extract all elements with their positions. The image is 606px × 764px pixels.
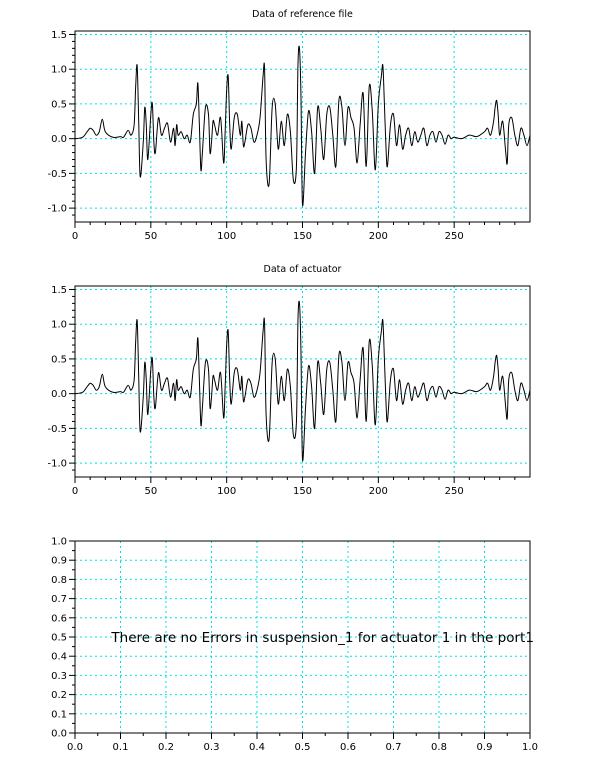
error-status-message: There are no Errors in suspension_1 for actuator 1 in the port1: [111, 630, 534, 646]
status-y-tick-label-7: 0.7: [51, 594, 67, 606]
status-x-tick-label-4: 0.4: [249, 742, 265, 753]
status-y-tick-label-8: 0.8: [51, 574, 67, 586]
actuator-y-tick-label-4: 1.0: [51, 319, 67, 331]
reference-x-tick-label-5: 250: [444, 231, 464, 242]
actuator-x-tick-label-5: 250: [444, 486, 464, 497]
reference-y-tick-label-4: 1.0: [51, 64, 67, 76]
actuator-y-tick-label-3: 0.5: [51, 354, 67, 366]
status-y-tick-label-10: 1.0: [51, 536, 67, 548]
status-x-tick-label-10: 1.0: [522, 742, 538, 753]
status-y-tick-label-0: 0.0: [51, 728, 67, 740]
actuator-y-tick-label-1: -0.5: [47, 423, 67, 435]
actuator-x-tick-label-4: 200: [368, 486, 388, 497]
reference-x-tick-label-3: 150: [292, 231, 313, 242]
reference-title: Data of reference file: [252, 9, 353, 20]
reference-y-tick-label-1: -0.5: [47, 168, 67, 180]
reference-y-tick-label-0: -1.0: [47, 203, 67, 215]
status-x-tick-label-9: 0.9: [476, 742, 493, 753]
actuator-y-tick-label-5: 1.5: [51, 284, 67, 296]
actuator-y-tick-label-0: -1.0: [47, 458, 67, 470]
status-y-tick-label-3: 0.3: [51, 670, 67, 682]
status-y-tick-label-1: 0.1: [51, 709, 67, 721]
plot-reference-file: [47, 9, 530, 242]
reference-x-tick-label-0: 0: [71, 231, 79, 242]
reference-y-tick-label-3: 0.5: [51, 99, 67, 111]
reference-y-tick-label-5: 1.5: [51, 29, 67, 41]
status-x-tick-label-6: 0.6: [340, 742, 356, 753]
reference-y-tick-label-2: 0.0: [51, 134, 67, 146]
status-x-tick-label-0: 0.0: [67, 742, 83, 753]
status-y-tick-label-6: 0.6: [51, 613, 67, 625]
reference-x-tick-label-2: 100: [217, 231, 237, 242]
reference-x-tick-label-1: 50: [144, 231, 158, 242]
status-x-tick-label-8: 0.8: [431, 742, 447, 753]
actuator-title: Data of actuator: [263, 264, 342, 275]
status-y-tick-label-5: 0.5: [51, 632, 67, 644]
actuator-x-tick-label-1: 50: [144, 486, 158, 497]
actuator-x-tick-label-0: 0: [71, 486, 79, 497]
actuator-x-tick-label-2: 100: [217, 486, 237, 497]
status-x-tick-label-5: 0.5: [294, 742, 311, 753]
plot-error-status: [51, 537, 538, 754]
status-y-tick-label-9: 0.9: [51, 555, 67, 567]
status-x-tick-label-3: 0.3: [203, 742, 220, 753]
status-x-tick-label-7: 0.7: [385, 742, 402, 753]
status-x-tick-label-1: 0.1: [112, 742, 129, 753]
status-y-tick-label-4: 0.4: [51, 651, 67, 663]
actuator-x-tick-label-3: 150: [292, 486, 313, 497]
reference-x-tick-label-4: 200: [368, 231, 388, 242]
status-x-tick-label-2: 0.2: [158, 742, 174, 753]
actuator-y-tick-label-2: 0.0: [51, 389, 67, 401]
plot-actuator: [47, 264, 530, 497]
status-y-tick-label-2: 0.2: [51, 690, 67, 702]
